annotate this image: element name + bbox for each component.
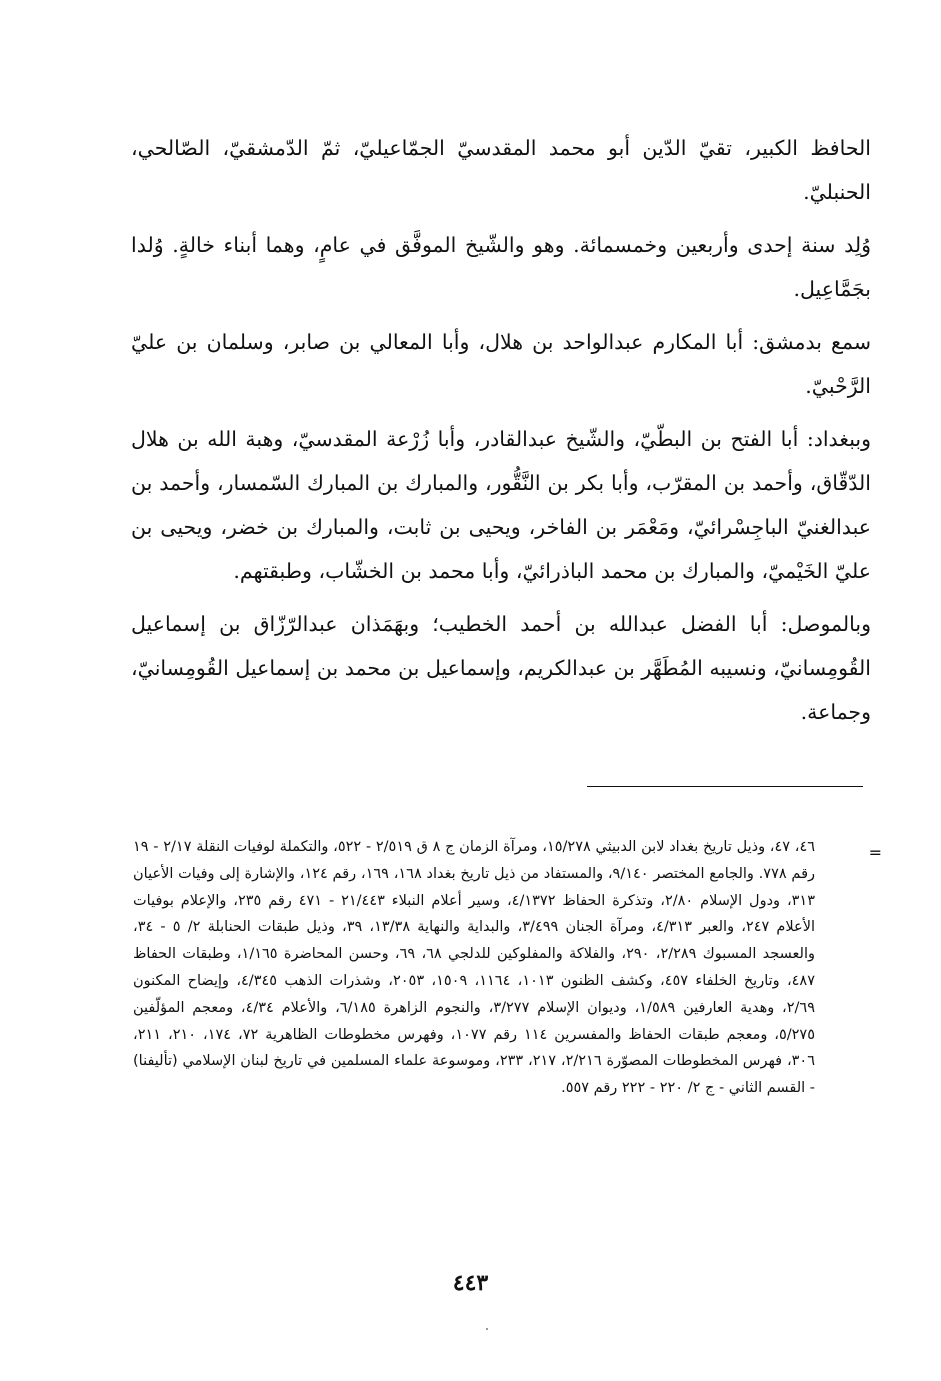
footnote-block (133, 834, 815, 1102)
paragraph-name: الحافظ الكبير، تقيّ الدّين أبو محمد المقدسيّ الجمّاعيليّ، ثمّ الدّمشقيّ، الصّالحي، الحنبليّ. (131, 136, 871, 204)
footnote-text: ٤٦، ٤٧، وذيل تاريخ بغداد لابن الدبيثي ١٥/٢٧٨، ومرآة الزمان ج ٨ ق ٢/٥١٩ - ٥٢٢، والتكملة لوفيات النقلة ٢/١٧ - ١٩ رقم ٧٧٨. والجامع المختصر ٩/١٤٠، والمستفاد من ذيل تاريخ بغداد ١٦٨، ١٦٩، رقم ١٢٤، والإشارة إلى وفيات الأعيان ٣١٣، ودول الإسلام ٢/٨٠، وتذكرة الحفاظ ٤/١٣٧٢، وسير أعلام النبلاء ٢١/٤٤٣ - ٤٧١ رقم ٢٣٥، والإعلام بوفيات الأعلام ٢٤٧، والعبر ٤/٣١٣، ومرآة الجنان ٣/٤٩٩، والبداية والنهاية ١٣/٣٨، ٣٩، وذيل طبقات الحنابلة ٢/ ٥ - ٣٤، والعسجد المسبوك ٢/٢٨٩، ٢٩٠، والفلاكة والمفلوكين للدلجي ٦٨، ٦٩، وحسن المحاضرة ١/١٦٥، وطبقات الحفاظ ٤٨٧، وتاريخ الخلفاء ٤٥٧، وكشف الظنون ١٠١٣، ١١٦٤، ١٥٠٩، ٢٠٥٣، وشذرات الذهب ٤/٣٤٥، وإيضاح المكنون ٢/٦٩، وهدية العارفين ١/٥٨٩، وديوان الإسلام ٣/٢٧٧، والنجوم الزاهرة ٦/١٨٥، والأعلام ٤/٣٤، ومعجم المؤلّفين ٥/٢٧٥، ومعجم طبقات الحفاظ والمفسرين ١١٤ رقم ١٠٧٧، وفهرس مخطوطات الظاهرية ٧٢، ١٧٤، ٢١٠، ٢١١، ٣٠٦، فهرس المخطوطات المصوّرة ٢/٢١٦، ٢١٧، ٢٣٣، وموسوعة علماء المسلمين في تاريخ لبنان الإسلامي (تأليفنا) - القسم الثاني - ج ٢/ ٢٢٠ - ٢٢٢ رقم ٥٥٧. (133, 839, 816, 1097)
paragraph-baghdad: وببغداد: أبا الفتح بن البطّيّ، والشّيخ عبدالقادر، وأبا زُرْعة المقدسيّ، وهبة الله بن هلال الدّقّاق، وأحمد بن المقرّب، وأبا بكر بن النَّقُّور، والمبارك بن المبارك السّمسار، وأحمد بن عبدالغنيّ الباجِسْرائيّ، ومَعْمَر بن الفاخر، ويحيى بن ثابت، والمبارك بن خضر، ويحيى بن عليّ الخَيْميّ، والمبارك بن محمد الباذرائيّ، وأبا محمد بن الخشّاب، وطبقتهم. (131, 427, 871, 583)
footnote-separator (587, 786, 863, 787)
paragraph-mosul: وبالموصل: أبا الفضل عبدالله بن أحمد الخطيب؛ وبهَمَذان عبدالرّزّاق بن إسماعيل القُومِسانيّ، ونسيبه المُطَهَّر بن عبدالكريم، وإسماعيل بن محمد بن إسماعيل القُومِسانيّ، وجماعة. (131, 612, 871, 724)
paragraph-birth: وُلِد سنة إحدى وأربعين وخمسمائة. وهو والشّيخ الموفَّق في عامٍ، وهما أبناء خالةٍ. وُلدا بجَمَّاعِيل. (131, 233, 871, 301)
footnote-continuation-mark: = (868, 843, 882, 862)
scan-speck (486, 1328, 488, 1330)
paragraph-damascus: سمع بدمشق: أبا المكارم عبدالواحد بن هلال، وأبا المعالي بن صابر، وسلمان بن عليّ الرَّحْبيّ. (131, 330, 871, 398)
page-number: ٤٤٣ (452, 1270, 489, 1296)
main-text-block (131, 126, 871, 743)
